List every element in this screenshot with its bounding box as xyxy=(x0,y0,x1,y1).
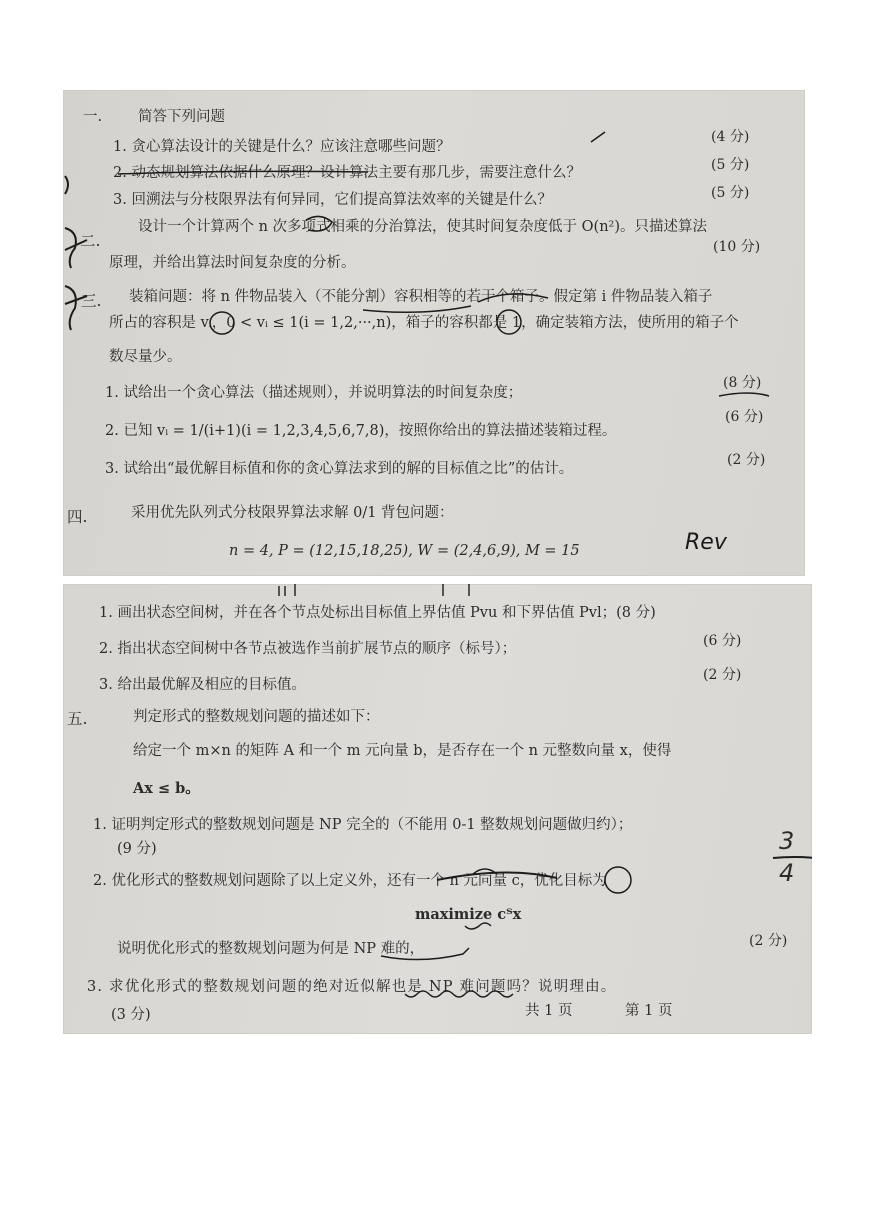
handwritten-marks-top xyxy=(63,90,805,576)
s4-question-3-points: (2 分) xyxy=(703,667,742,683)
section-3-line-2: 所占的容积是 vᵢ，0 < vᵢ ≤ 1(i = 1,2,···,n)，箱子的容积都是 1，确定装箱方法，使所用的箱子个 xyxy=(109,315,739,331)
s5-question-3-points: (3 分) xyxy=(111,1007,151,1023)
section-3-line-3: 数尽量少。 xyxy=(109,349,182,365)
s5-question-2-points: (2 分) xyxy=(749,933,788,949)
s1-question-1-points: (4 分) xyxy=(711,129,750,145)
s4-question-2: 2. 指出状态空间树中各节点被选作当前扩展节点的顺序（标号）； xyxy=(99,641,517,657)
section-5-number: 五. xyxy=(67,710,88,728)
s1-question-2: 2. 动态规划算法依据什么原理？设计算法主要有那几步，需要注意什么？ xyxy=(113,165,581,181)
section-5-line-1: 给定一个 m×n 的矩阵 A 和一个 m 元向量 b，是否存在一个 n 元整数向量 x，使得 xyxy=(133,743,672,759)
s5-question-1: 1. 证明判定形式的整数规划问题是 NP 完全的（不能用 0-1 整数规划问题做归约）； xyxy=(93,817,633,833)
section-3-number: 三. xyxy=(81,292,102,310)
section-1-title: 简答下列问题 xyxy=(138,109,225,125)
score-denominator: 4 xyxy=(779,859,795,887)
section-2-line-1: 设计一个计算两个 n 次多项式相乘的分治算法，使其时间复杂度低于 O(n²)。只描述算法 xyxy=(138,219,708,235)
section-4-title: 采用优先队列式分枝限界算法求解 0/1 背包问题： xyxy=(131,505,454,521)
s1-question-3: 3. 回溯法与分枝限界法有何异同，它们提高算法效率的关键是什么？ xyxy=(113,192,552,208)
s1-question-3-points: (5 分) xyxy=(711,185,750,201)
s4-question-3: 3. 给出最优解及相应的目标值。 xyxy=(99,677,306,693)
s4-question-1: 1. 画出状态空间树，并在各个节点处标出目标值上界估值 Pvu 和下界估值 Pvl；(8 分) xyxy=(99,605,656,621)
exam-photo-bottom xyxy=(63,584,812,1034)
section-1-number: 一. xyxy=(83,109,103,125)
s1-question-1: 1. 贪心算法设计的关键是什么？应该注意哪些问题？ xyxy=(113,139,451,155)
section-2-line-2: 原理，并给出算法时间复杂度的分析。 xyxy=(109,255,356,271)
exam-photo-top xyxy=(63,90,805,576)
score-numerator: 3 xyxy=(779,827,795,855)
section-4-number: 四. xyxy=(67,508,88,526)
footer-page-number: 第 1 页 xyxy=(625,1003,673,1019)
section-5-title: 判定形式的整数规划问题的描述如下： xyxy=(133,709,380,725)
section-2-number: 二. xyxy=(80,232,101,250)
handwritten-marks-bottom xyxy=(63,584,812,1034)
s3-question-3: 3. 试给出“最优解目标值和你的贪心算法求到的解的目标值之比”的估计。 xyxy=(105,461,574,477)
section-5-line-2: Ax ≤ b。 xyxy=(133,780,200,797)
handwritten-note: Rev xyxy=(685,530,727,555)
s3-question-1-points: (8 分) xyxy=(723,375,762,391)
s5-question-2-formula: maximize cᵀx xyxy=(415,906,522,923)
s3-question-1: 1. 试给出一个贪心算法（描述规则），并说明算法的时间复杂度； xyxy=(105,385,523,401)
s1-question-2-points: (5 分) xyxy=(711,157,750,173)
s4-question-2-points: (6 分) xyxy=(703,633,742,649)
section-4-formula: n = 4, P = (12,15,18,25), W = (2,4,6,9), M = 15 xyxy=(229,543,580,559)
s5-question-3: 3. 求优化形式的整数规划问题的绝对近似解也是 NP 难问题吗？说明理由。 xyxy=(87,979,617,995)
section-2-points: (10 分) xyxy=(713,239,761,255)
s5-question-1-points: (9 分) xyxy=(117,841,157,857)
section-3-line-1: 装箱问题：将 n 件物品装入（不能分割）容积相等的若干个箱子。假定第 i 件物品装入箱子 xyxy=(129,289,713,305)
s3-question-2: 2. 已知 vᵢ = 1/(i+1)(i = 1,2,3,4,5,6,7,8)，按照你给出的算法描述装箱过程。 xyxy=(105,423,617,439)
s3-question-2-points: (6 分) xyxy=(725,409,764,425)
s3-question-3-points: (2 分) xyxy=(727,452,766,468)
s5-question-2-line-2: 说明优化形式的整数规划问题为何是 NP 难的， xyxy=(117,941,425,957)
footer-total-pages: 共 1 页 xyxy=(525,1003,573,1019)
s5-question-2: 2. 优化形式的整数规划问题除了以上定义外，还有一个 n 元向量 c，优化目标为 xyxy=(93,873,607,889)
